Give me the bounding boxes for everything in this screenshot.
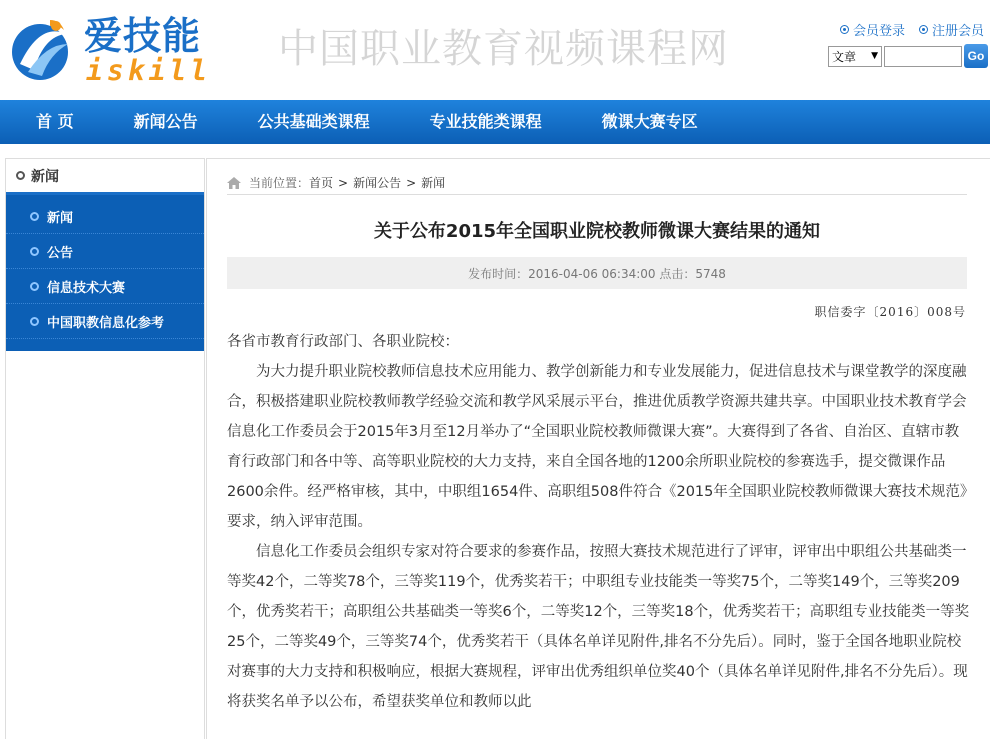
nav-item-home[interactable]: 首 页	[36, 112, 74, 131]
login-icon	[840, 25, 849, 34]
logo-chinese-text: 爱技能	[84, 14, 202, 58]
circle-bullet-icon	[30, 212, 39, 221]
site-title: 中国职业教育视频课程网	[278, 26, 729, 72]
site-logo[interactable]	[6, 8, 212, 88]
sidebar-title	[6, 159, 204, 195]
iskill-logo-icon	[6, 14, 76, 84]
sidebar-item-label: 公告	[47, 245, 74, 261]
sidebar-item-label: 信息技术大赛	[47, 280, 126, 296]
article-content	[206, 158, 990, 739]
sidebar	[5, 158, 205, 739]
user-links	[840, 20, 984, 39]
chevron-down-icon: ▼	[871, 51, 878, 61]
article-paragraph: 为大力提升职业院校教师信息技术应用能力、教学创新能力和专业发展能力，促进信息技术与课堂教学的深度融合，积极搭建职业院校教师教学经验交流和教学风采展示平台，推进优质教学资源共建共享。中国职业技术教育学会信息化工作委员会于2015年3月至12月举办了“全国职业院校教师微课大赛”。大赛得到了各省、自治区、直辖市教育行政部门和各中等、高等职业院校的大力支持，来自全国各地的1200余所职业院校的参赛选手，提交微课作品2600余件。经严格审核，其中，中职组1654件、高职组508件符合《2015年全国职业院校教师微课大赛技术规范》要求，纳入评审范围。	[227, 364, 968, 530]
breadcrumb-separator: >	[338, 175, 349, 190]
site-header	[0, 0, 990, 100]
breadcrumb-prefix: 当前位置：	[249, 176, 310, 190]
circle-bullet-icon	[16, 171, 25, 180]
sidebar-item-label: 中国职教信息化参考	[47, 315, 165, 331]
article-greeting: 各省市教育行政部门、各职业院校：	[227, 334, 459, 350]
register-icon	[919, 25, 928, 34]
login-label: 会员登录	[852, 24, 905, 39]
sidebar-item-informatization-reference[interactable]	[6, 304, 204, 339]
search-input[interactable]	[884, 46, 962, 67]
sidebar-item-news[interactable]	[6, 199, 204, 234]
circle-bullet-icon	[30, 247, 39, 256]
nav-item-skill-courses[interactable]: 专业技能类课程	[429, 112, 542, 131]
register-link[interactable]	[919, 20, 984, 39]
circle-bullet-icon	[30, 282, 39, 291]
nav-item-microcourse-contest[interactable]: 微课大赛专区	[601, 112, 698, 131]
breadcrumb-news-announcements[interactable]: 新闻公告	[353, 176, 402, 190]
breadcrumb-home[interactable]: 首页	[309, 176, 334, 190]
sidebar-item-announcements[interactable]	[6, 234, 204, 269]
article-body	[227, 327, 971, 717]
circle-bullet-icon	[30, 317, 39, 326]
home-icon	[227, 177, 241, 189]
sidebar-item-it-contest[interactable]	[6, 269, 204, 304]
login-link[interactable]	[840, 20, 905, 39]
sidebar-title-label: 新闻	[31, 168, 59, 185]
article-meta: 发布时间：2016-04-06 06:34:00 点击：5748	[227, 257, 967, 289]
sidebar-item-label: 新闻	[47, 210, 74, 226]
nav-item-news[interactable]: 新闻公告	[133, 112, 198, 131]
register-label: 注册会员	[931, 24, 984, 39]
breadcrumb	[227, 171, 967, 195]
nav-item-basic-courses[interactable]: 公共基础类课程	[257, 112, 370, 131]
breadcrumb-news[interactable]: 新闻	[421, 176, 446, 190]
search-type-select[interactable]	[828, 46, 882, 67]
main-nav	[0, 100, 990, 144]
article-title: 关于公布2015年全国职业院校教师微课大赛结果的通知	[373, 221, 821, 242]
breadcrumb-separator: >	[406, 175, 417, 190]
sidebar-list	[6, 195, 204, 351]
document-number: 职信委字〔2016〕008号	[814, 305, 966, 319]
article-paragraph: 信息化工作委员会组织专家对符合要求的参赛作品，按照大赛技术规范进行了评审，评审出中职组公共基础类一等奖42个，二等奖78个，三等奖119个，优秀奖若干；中职组专业技能类一等奖75个，二等奖149个，三等奖209个，优秀奖若干；高职组公共基础类一等奖6个，二等奖12个，三等奖18个，优秀奖若干；高职组专业技能类一等奖25个，二等奖49个，三等奖74个，优秀奖若干（具体名单详见附件,排名不分先后）。同时，鉴于全国各地职业院校对赛事的大力支持和积极响应，根据大赛规程，评审出优秀组织单位奖40个（具体名单详见附件,排名不分先后）。现将获奖名单予以公布，希望获奖单位和教师以此	[227, 544, 970, 710]
search-go-button[interactable]: Go	[964, 44, 988, 68]
logo-english-text: iskill	[86, 54, 212, 87]
search-type-value: 文章	[832, 49, 857, 64]
search-bar	[828, 44, 988, 68]
